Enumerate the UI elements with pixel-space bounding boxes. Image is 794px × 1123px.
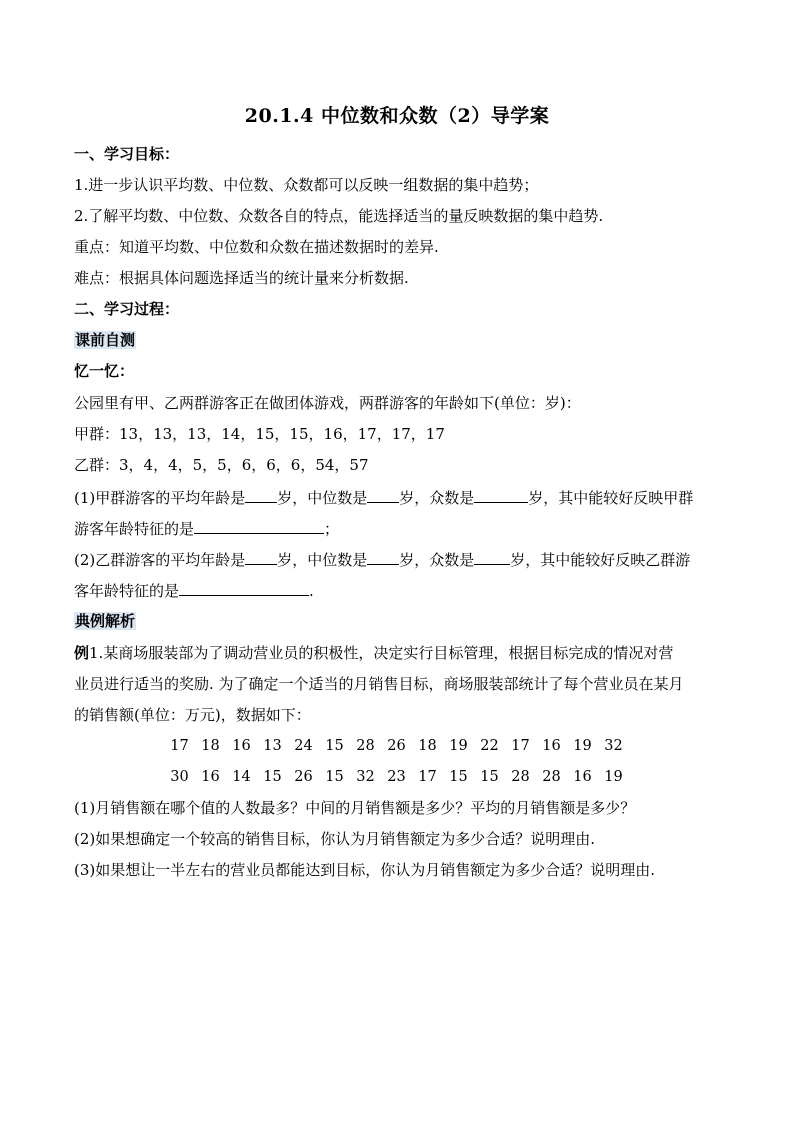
- question-2-line-1: (2)乙群游客的平均年龄是 岁，中位数是 岁，众数是 岁，其中能较好反映乙群游: [74, 551, 691, 569]
- sales-value: 15: [449, 769, 468, 785]
- example-label-row: [74, 611, 136, 631]
- sales-value: 28: [511, 769, 530, 785]
- sales-value: 19: [604, 769, 623, 785]
- goal-1: 1.进一步认识平均数、中位数、众数都可以反映一组数据的集中趋势；: [74, 176, 539, 194]
- sales-value: 30: [170, 769, 189, 785]
- answer-blank[interactable]: [245, 549, 277, 565]
- group-b-ages: 乙群：3，4，4，5，5，6，6，6，54，57: [74, 456, 369, 474]
- question-1-line-1: (1)甲群游客的平均年龄是 岁，中位数是 岁，众数是 岁，其中能较好反映甲群: [74, 489, 694, 507]
- answer-blank[interactable]: [179, 580, 309, 596]
- sales-value: 32: [356, 769, 375, 785]
- sales-value: 19: [573, 738, 592, 754]
- page-title: 20.1.4 中位数和众数（2）导学案: [244, 105, 550, 127]
- sales-value: 16: [201, 769, 220, 785]
- pretest-label-row: [74, 330, 136, 350]
- sales-value: 16: [573, 769, 592, 785]
- sales-value: 26: [294, 769, 313, 785]
- sub-question-3: (3)如果想让一半左右的营业员都能达到目标，你认为月销售额定为多少合适？说明理由.: [74, 861, 656, 879]
- difficult-point: 难点：根据具体问题选择适当的统计量来分析数据.: [74, 269, 409, 287]
- question-2-line-2: 客年龄特征的是 .: [74, 582, 314, 600]
- section-heading-process: 二、学习过程：: [74, 300, 180, 318]
- sales-value: 32: [604, 738, 623, 754]
- sales-value: 18: [418, 738, 437, 754]
- sales-value: 15: [480, 769, 499, 785]
- sales-value: 23: [387, 769, 406, 785]
- key-point: 重点：知道平均数、中位数和众数在描述数据时的差异.: [74, 238, 439, 256]
- sales-value: 15: [325, 769, 344, 785]
- sales-value: 16: [542, 738, 561, 754]
- answer-blank[interactable]: [245, 487, 277, 503]
- example-line-2: 业员进行适当的奖励. 为了确定一个适当的月销售目标，商场服装部统计了每个营业员在某月: [74, 675, 684, 693]
- sales-data-row-1: [164, 736, 629, 756]
- example-line-3: 的销售额(单位：万元)，数据如下：: [74, 706, 311, 724]
- sales-value: 24: [294, 738, 313, 754]
- answer-blank[interactable]: [194, 518, 324, 534]
- sales-value: 19: [449, 738, 468, 754]
- example-label: 典例解析: [75, 612, 136, 630]
- sales-value: 15: [325, 738, 344, 754]
- sales-data-row-2: [164, 767, 629, 787]
- sales-value: 18: [201, 738, 220, 754]
- sub-question-1: (1)月销售额在哪个值的人数最多？中间的月销售额是多少？平均的月销售额是多少？: [74, 799, 636, 817]
- sales-value: 22: [480, 738, 499, 754]
- pretest-label: 课前自测: [75, 331, 136, 349]
- sales-value: 16: [232, 738, 251, 754]
- answer-blank[interactable]: [474, 549, 510, 565]
- example-prefix: 例: [74, 644, 90, 662]
- sales-value: 26: [387, 738, 406, 754]
- section-heading-goals: 一、学习目标：: [74, 145, 180, 163]
- sales-value: 28: [542, 769, 561, 785]
- sales-value: 17: [418, 769, 437, 785]
- sales-value: 17: [170, 738, 189, 754]
- sales-value: 15: [263, 769, 282, 785]
- sales-value: 13: [263, 738, 282, 754]
- sales-value: 28: [356, 738, 375, 754]
- example-line-1: 例1.某商场服装部为了调动营业员的积极性，决定实行目标管理，根据目标完成的情况对营: [74, 644, 674, 662]
- sales-value: 14: [232, 769, 251, 785]
- group-a-ages: 甲群：13，13，13，14，15，15，16，17，17，17: [74, 425, 445, 443]
- recall-label: 忆一忆：: [74, 362, 135, 380]
- answer-blank[interactable]: [367, 487, 399, 503]
- intro-text: 公园里有甲、乙两群游客正在做团体游戏，两群游客的年龄如下(单位：岁)：: [74, 394, 581, 412]
- answer-blank[interactable]: [474, 487, 528, 503]
- answer-blank[interactable]: [367, 549, 399, 565]
- goal-2: 2.了解平均数、中位数、众数各自的特点，能选择适当的量反映数据的集中趋势.: [74, 207, 604, 225]
- sub-question-2: (2)如果想确定一个较高的销售目标，你认为月销售额定为多少合适？说明理由.: [74, 830, 596, 848]
- sales-value: 17: [511, 738, 530, 754]
- question-1-line-2: 游客年龄特征的是 ；: [74, 520, 340, 538]
